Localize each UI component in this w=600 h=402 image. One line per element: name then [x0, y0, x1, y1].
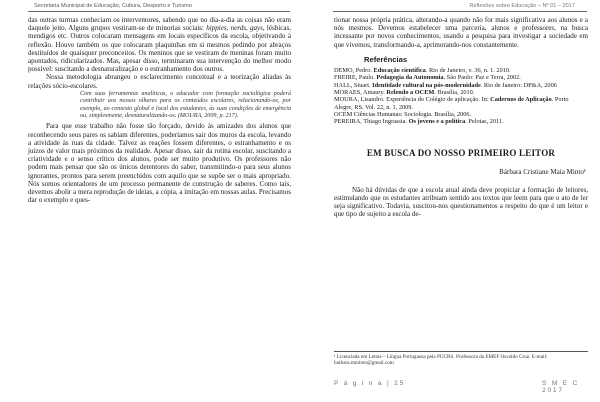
paragraph: Não há dúvidas de que a escola atual ainda deve propiciar a formação de leitores, estimulando que os estudantes atribuam sentido aos textos que leem para que o ato de ler seja significativo. Todavia, suscitou-nos questionamentos a respeito do que é um leitor e que tipo de sujeito a escola de-: [334, 185, 588, 219]
paragraph: Para que esse trabalho não fosse tão forçado, devido às amizades dos alunos que reconhecendo seus pares os sabiam diferentes, poderíamos sair dos muros da escola, levando a atividade às ruas da cidade. Talvez as reações fossem diferentes, o estranhamento e os juízos de valor mais próximos da realidade. Apesar disso, sair da rotina escolar, suscitando a criatividade e o senso crítico dos alunos, pode ser muito produtivo. Os professores não podem mais pensar que são os únicos detentores do saber, transmitindo-o para seus alunos ignorantes, prontos para serem preenchidos com aquilo que se supõe ser o mais apropriado. Nós somos orientadores de um processo permanente de construção de saberes. Como tais, devemos abolir a mera reprodução de ideias, a cópia, a imitação em nossas aulas. Precisamos dar o exemplo e ques-: [28, 122, 291, 205]
reference-item: DEMO, Pedro. Educação científica. Rio de Janeiro, v. 36, n. 1. 2010.: [334, 67, 511, 75]
reference-list: [334, 67, 588, 125]
reference-item: PEREIRA, Thiago Ingrassia. Os jovens e a política. Pelotas, 2011.: [334, 118, 504, 126]
page-number: P á g i n a | 25: [334, 380, 406, 387]
italic-text: hippies, nerds, gays,: [206, 24, 265, 33]
reference-item: HALL, Stuart. Identidade cultural na pós-modernidade. Rio de Janeiro: DP&A, 2006: [334, 81, 557, 89]
paragraph: Nossa metodologia abrangeu o esclarecimento conceitual e a teorização aliadas às relações sócio-escolares.: [28, 73, 291, 90]
references-heading: Referências: [364, 54, 408, 64]
running-header-left: [28, 3, 290, 12]
text-run: lésbicas, mendigos etc. Outros colocaram mensagens em locais específicos da escola, objetivando à reflexão. Houve também os que colocaram plaquinhas em si mesmos pedindo por abraços destituídos de quaisquer preconceitos. Os meninos que se vestiram de meninas foram muito apontados, ridicularizados. Mas, apesar disso, terminaram sua intervenção do melhor modo possível: suscitando a desnaturalização e o estranhamento dos outros.: [28, 24, 291, 74]
footer-publisher: S M E C 2017: [542, 380, 580, 394]
paragraph: [28, 16, 291, 73]
right-column: [334, 16, 588, 219]
running-header-right: [333, 3, 587, 12]
left-column: [28, 16, 291, 204]
reference-item: OCEM Ciências Humanas: Sociologia. Brasília, 2006.: [334, 110, 472, 118]
footnote: ¹ Licenciada em Letras – Língua Portuguesa pela PUCRS. Professora da EMEF Osvaldo Cruz. E-mail: barbara.mminto@gmail.com: [334, 351, 588, 366]
paragraph: tionar nossa própria prática, alterando-a quando não for mais significativa aos alunos e a nós mesmos. Devemos estabelecer uma parceria, alunos e professores, na busca incessante por novos conhecimentos, usando a pesquisa para investigar a sociedade em que vivemos, transformando-a, aprimorando-nos constantemente.: [334, 16, 588, 49]
header-left-text: Secretaria Municipal de Educação, Cultura, Desporto e Turismo: [34, 3, 192, 9]
reference-item: FREIRE, Paulo. Pedagogia da Autonomia. São Paulo: Paz e Terra, 2002.: [334, 74, 521, 82]
article-title: EM BUSCA DO NOSSO PRIMEIRO LEITOR: [366, 148, 556, 159]
block-quote: Com suas ferramentas analíticas, o educador com formação sociológica poderá contribuir aos nossos olhares para os conteúdos escolares, relacionando-os, por exemplo, ao contexto global e local dos estudantes, às suas condições de emergência ou, simplesmente, desnaturalizando-os. (MOURA, 2009, p. 217).: [80, 90, 291, 120]
reference-item: MOURA, Lisandro. Experiência do Colégio de aplicação. In: Cadernos de Aplicação. Porto Alegre, RS. Vol. 22, n. 1, 2009.: [334, 96, 569, 111]
reference-item: MORAES, Amaury. Relendo a OCEM. Brasília, 2010.: [334, 88, 475, 96]
text-run: das outras turmas conheciam os interventores, sabendo que no dia-a-dia as coisas não eram daquele jeito. Alguns grupos vestiram-se de minorias sociais:: [28, 16, 291, 33]
author-line: Bárbara Cristiane Maia Minto¹: [499, 167, 586, 176]
header-right-text: Reflexões sobre Educação – Nº 01 – 2017: [469, 3, 575, 9]
